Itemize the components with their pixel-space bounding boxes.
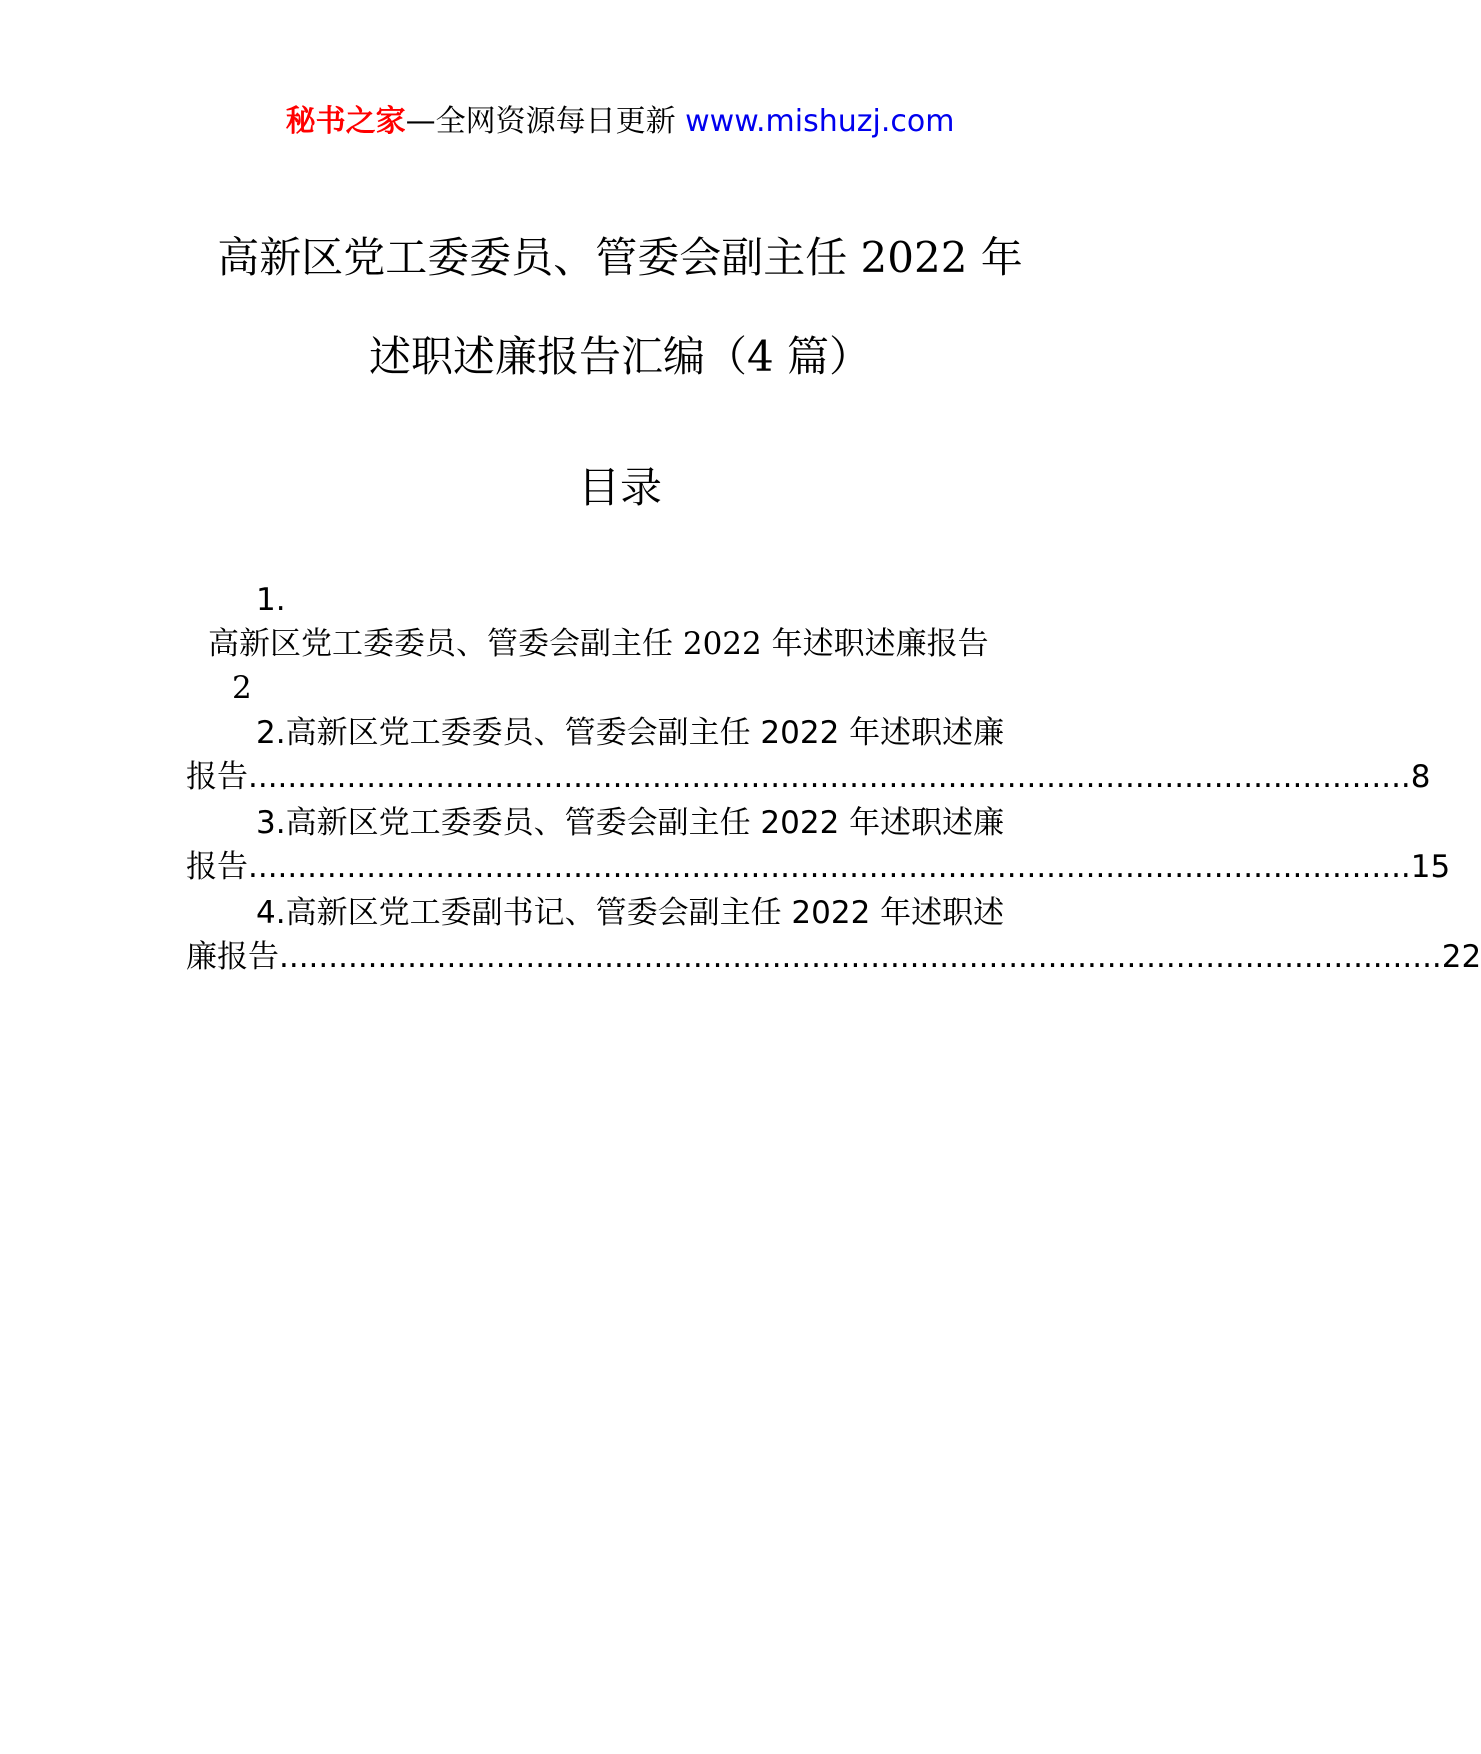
toc-entry-1-title[interactable]: 高新区党工委委员、管委会副主任 2022 年述职述廉报告 [208, 626, 989, 662]
brand-name: 秘书之家 [285, 104, 406, 139]
site-header [0, 100, 1240, 144]
toc-entry-4-title[interactable]: 4.高新区党工委副书记、管委会副主任 2022 年述职述 [256, 895, 1005, 931]
toc-entry-2-leader-row[interactable] [186, 755, 1431, 799]
toc-entry-3-dot-leader: ...................................................................................................................... [248, 849, 1411, 885]
toc-entry-1-page[interactable]: 2 [232, 670, 252, 706]
toc-entry-4-title-cont: 廉报告 [186, 939, 279, 975]
toc-heading: 目录 [577, 463, 662, 512]
document-title-line-1: 高新区党工委委员、管委会副主任 2022 年 [217, 233, 1023, 282]
toc-entry-2-page: 8 [1410, 759, 1431, 795]
document-title-line-2: 述职述廉报告汇编（4 篇） [368, 332, 872, 381]
toc-entry-3-leader-row[interactable] [186, 845, 1451, 889]
toc-entry-3-title-cont: 报告 [186, 849, 248, 885]
toc-entry-2-dot-leader: ...................................................................................................................... [248, 759, 1411, 795]
toc-entry-4-leader-row[interactable] [186, 935, 1481, 979]
header-slogan: —全网资源每日更新 [405, 104, 676, 139]
toc-entry-3-title[interactable]: 3.高新区党工委委员、管委会副主任 2022 年述职述廉 [256, 805, 1005, 841]
toc-entry-4-dot-leader: ...................................................................................................................... [279, 939, 1442, 975]
toc-entry-2-title-cont: 报告 [186, 759, 248, 795]
toc-entry-2-title[interactable]: 2.高新区党工委委员、管委会副主任 2022 年述职述廉 [256, 715, 1005, 751]
toc-entry-3-page: 15 [1410, 849, 1451, 885]
toc-entry-1-number[interactable]: 1. [256, 582, 286, 618]
site-url-link[interactable]: www.mishuzj.com [685, 104, 955, 139]
toc-entry-4-page: 22 [1441, 939, 1481, 975]
